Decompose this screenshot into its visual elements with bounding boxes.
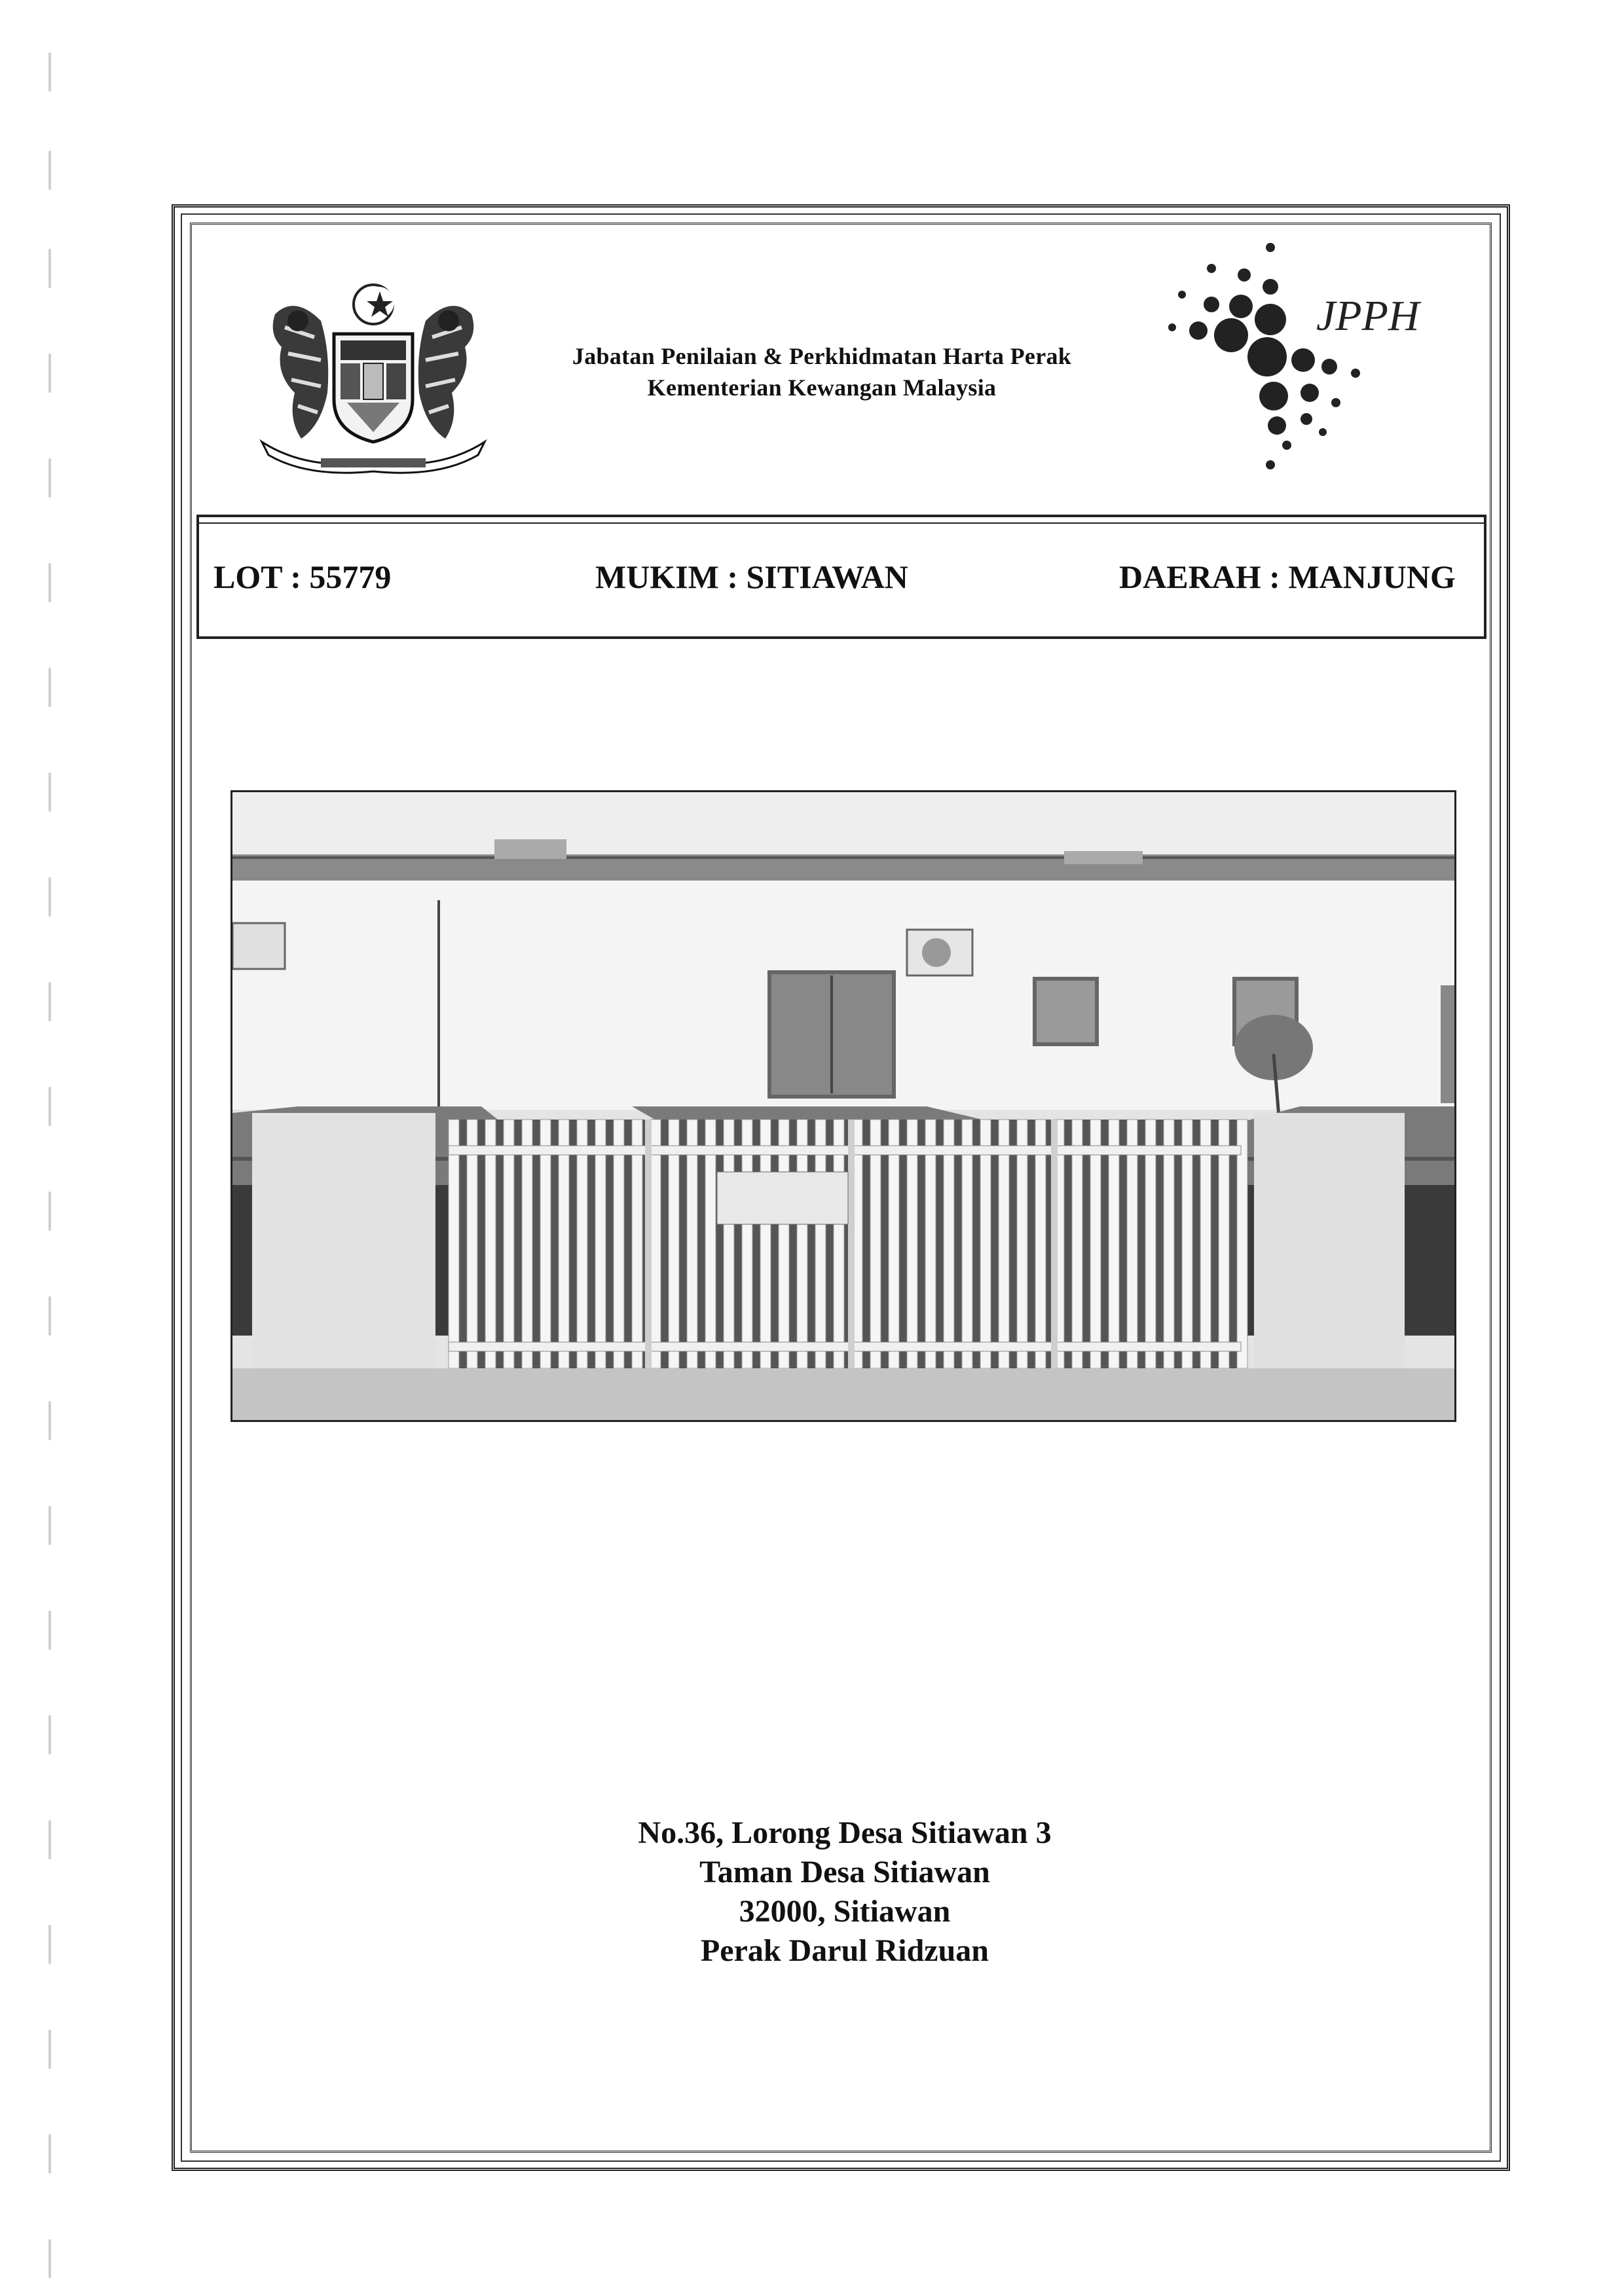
gate-slat	[779, 1120, 789, 1368]
gate-slat	[1200, 1120, 1211, 1368]
gate-slat	[632, 1120, 642, 1368]
gate-slat	[522, 1120, 532, 1368]
gate-slat	[595, 1120, 606, 1368]
gate-slat	[962, 1120, 972, 1368]
gate-slat	[925, 1120, 936, 1368]
gate-slat	[449, 1120, 459, 1368]
agency-name	[511, 340, 1133, 403]
gate-slat	[705, 1120, 716, 1368]
gate-slat	[1109, 1120, 1119, 1368]
gate-slat	[815, 1120, 826, 1368]
gate-post	[1051, 1120, 1058, 1368]
gate-slat	[1017, 1120, 1027, 1368]
gate-notice-paper	[717, 1172, 848, 1224]
gate-slat	[1237, 1120, 1247, 1368]
gate-rail	[449, 1146, 1241, 1155]
property-photo	[231, 790, 1456, 1422]
gate-slat	[1072, 1120, 1082, 1368]
jpph-dots-logo	[1113, 229, 1421, 511]
address-line-2: Taman Desa Sitiawan	[699, 1855, 990, 1889]
lot-number: LOT : 55779	[213, 558, 392, 595]
gate-slat	[577, 1120, 587, 1368]
gate-post	[645, 1120, 652, 1368]
agency-line-2: Kementerian Kewangan Malaysia	[647, 374, 997, 401]
coat-of-arms-logo	[249, 275, 498, 478]
address-line-3: 32000, Sitiawan	[739, 1894, 951, 1929]
gate-slat	[1035, 1120, 1046, 1368]
mukim-name: MUKIM : SITIAWAN	[595, 558, 908, 595]
gate-slat	[724, 1120, 734, 1368]
gate-slat	[687, 1120, 697, 1368]
gate-slat	[485, 1120, 496, 1368]
address-line-4: Perak Darul Ridzuan	[700, 1933, 989, 1968]
gate-slat	[1164, 1120, 1174, 1368]
gate-slat	[614, 1120, 624, 1368]
property-address	[458, 1813, 1231, 1971]
address-line-1: No.36, Lorong Desa Sitiawan 3	[638, 1815, 1052, 1850]
gate-slat	[559, 1120, 569, 1368]
agency-line-1: Jabatan Penilaian & Perkhidmatan Harta Perak	[572, 343, 1072, 369]
gate-slat	[650, 1120, 661, 1368]
gate-slat	[870, 1120, 881, 1368]
gate-rail	[449, 1342, 1241, 1351]
gate-post	[848, 1120, 855, 1368]
gate-slat	[504, 1120, 514, 1368]
gate-slat	[834, 1120, 844, 1368]
info-box-rule	[199, 522, 1484, 524]
jpph-logo-text: JPPH	[1316, 292, 1420, 340]
gate-slat	[889, 1120, 899, 1368]
gate-slat	[1127, 1120, 1137, 1368]
driveway	[232, 1368, 1454, 1420]
gate-slat	[999, 1120, 1009, 1368]
gate-slat	[1090, 1120, 1101, 1368]
gate-slat	[1219, 1120, 1229, 1368]
binding-marks	[39, 0, 65, 2296]
gate-slat	[760, 1120, 771, 1368]
gate-slat	[944, 1120, 954, 1368]
gate-slat	[907, 1120, 917, 1368]
gate-slat	[980, 1120, 991, 1368]
property-info-box	[196, 515, 1486, 639]
gate-slat	[742, 1120, 752, 1368]
gate-slat	[540, 1120, 551, 1368]
gate-slat	[1182, 1120, 1192, 1368]
gate-slat	[669, 1120, 679, 1368]
daerah-name: DAERAH : MANJUNG	[1119, 558, 1456, 595]
gate-slat	[797, 1120, 807, 1368]
gate-slat	[467, 1120, 477, 1368]
gate-slat	[1145, 1120, 1156, 1368]
